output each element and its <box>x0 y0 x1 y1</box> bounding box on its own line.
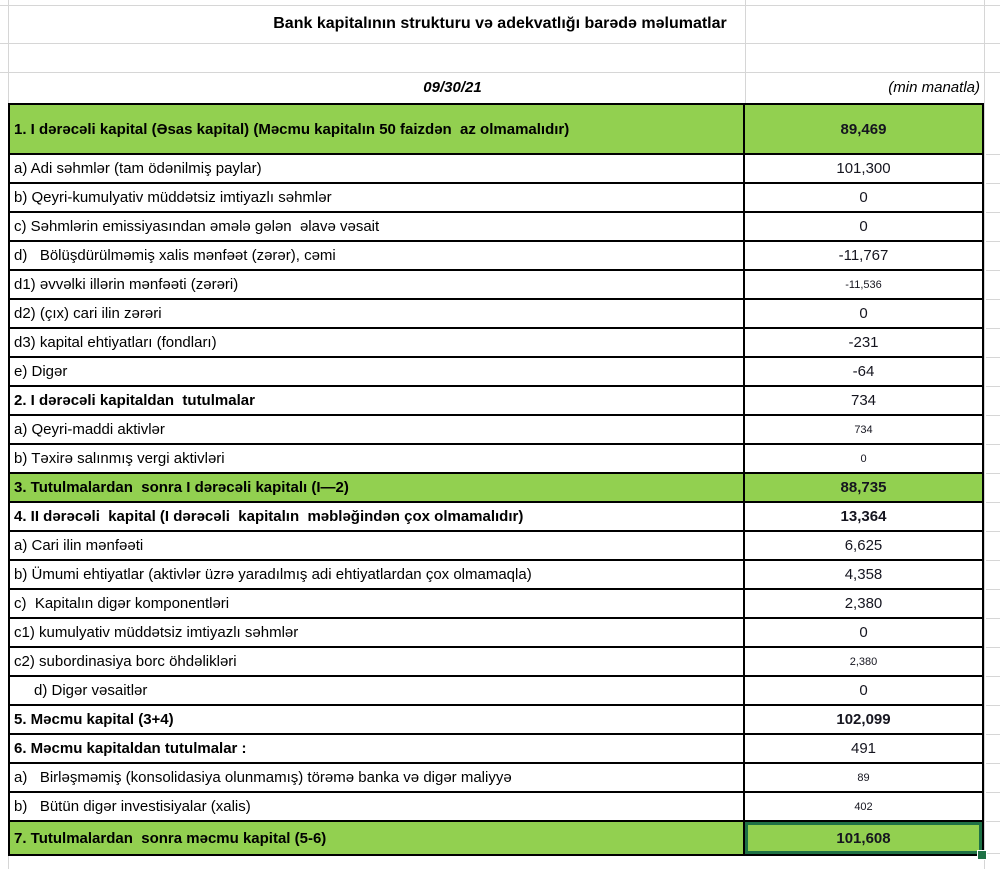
table-row[interactable] <box>10 416 982 445</box>
row-value-cell[interactable]: 13,364 <box>840 508 887 525</box>
row-value-cell[interactable]: 101,300 <box>836 160 891 177</box>
selected-cell[interactable]: 101,608 <box>745 822 982 854</box>
row-label-cell[interactable]: 5. Məcmu kapital (3+4) <box>10 706 745 733</box>
gridline <box>986 531 1000 532</box>
row-value-cell[interactable]: 0 <box>859 218 868 235</box>
gridline <box>986 270 1000 271</box>
row-value-cell[interactable]: -11,536 <box>845 278 882 291</box>
row-value-cell[interactable]: 4,358 <box>844 566 883 583</box>
row-value-cell[interactable]: 2,380 <box>849 655 878 668</box>
gridline <box>986 647 1000 648</box>
row-label-cell[interactable]: d1) əvvəlki illərin mənfəəti (zərəri) <box>10 271 745 298</box>
gridline <box>986 502 1000 503</box>
row-label-cell[interactable]: c1) kumulyativ müddətsiz imtiyazlı səhmlər <box>10 619 745 646</box>
header-row <box>8 72 986 103</box>
row-value-cell[interactable]: 0 <box>859 189 868 206</box>
gridline <box>986 183 1000 184</box>
table-row[interactable] <box>10 793 982 822</box>
row-value-cell[interactable]: 89 <box>857 771 870 784</box>
gridline <box>986 853 1000 854</box>
gridline <box>986 705 1000 706</box>
table-row[interactable] <box>10 445 982 474</box>
table-row[interactable] <box>10 764 982 793</box>
row-label-cell[interactable]: d2) (çıx) cari ilin zərəri <box>10 300 745 327</box>
table-row[interactable] <box>10 503 982 532</box>
table-row[interactable] <box>10 387 982 416</box>
table-row[interactable] <box>10 590 982 619</box>
table-row[interactable] <box>10 619 982 648</box>
row-value-cell[interactable]: 6,625 <box>844 537 883 554</box>
row-value-cell[interactable]: -231 <box>848 334 879 351</box>
row-value-cell[interactable]: -64 <box>852 363 875 380</box>
table-row[interactable] <box>10 822 982 854</box>
gridline <box>986 589 1000 590</box>
capital-structure-table <box>8 103 984 856</box>
gridline <box>986 618 1000 619</box>
table-row[interactable] <box>10 329 982 358</box>
table-row[interactable] <box>10 271 982 300</box>
row-label-cell[interactable]: a) Birləşməmiş (konsolidasiya olunmamış) törəmə banka və digər maliyyə <box>10 764 745 791</box>
row-label-cell[interactable]: a) Cari ilin mənfəəti <box>10 532 745 559</box>
row-label-cell[interactable]: 6. Məcmu kapitaldan tutulmalar : <box>10 735 745 762</box>
gridline <box>0 43 1000 44</box>
row-value-cell[interactable]: 2,380 <box>844 595 883 612</box>
row-label-cell[interactable]: d) Bölüşdürülməmiş xalis mənfəət (zərər), cəmi <box>10 242 745 269</box>
row-label-cell[interactable]: a) Qeyri-maddi aktivlər <box>10 416 745 443</box>
row-label-cell[interactable]: b) Təxirə salınmış vergi aktivləri <box>10 445 745 472</box>
row-value-cell[interactable]: 0 <box>860 452 867 465</box>
row-label-cell[interactable]: e) Digər <box>10 358 745 385</box>
table-row[interactable] <box>10 677 982 706</box>
table-row[interactable] <box>10 213 982 242</box>
row-label-cell[interactable]: b) Ümumi ehtiyatlar (aktivlər üzrə yaradılmış adi ehtiyatlardan çox olmamaqla) <box>10 561 745 588</box>
row-label-cell[interactable]: 3. Tutulmalardan sonra I dərəcəli kapitalı (I—2) <box>10 474 745 501</box>
row-value-cell[interactable]: 88,735 <box>745 474 982 501</box>
gridline <box>986 676 1000 677</box>
report-date-cell[interactable]: 09/30/21 <box>423 79 482 96</box>
table-row[interactable] <box>10 358 982 387</box>
row-label-cell[interactable]: b) Qeyri-kumulyativ müddətsiz imtiyazlı səhmlər <box>10 184 745 211</box>
gridline <box>986 357 1000 358</box>
gridline <box>986 734 1000 735</box>
table-row[interactable] <box>10 184 982 213</box>
unit-note-cell[interactable]: (min manatla) <box>888 79 980 96</box>
row-label-cell[interactable]: c) Səhmlərin emissiyasından əmələ gələn əlavə vəsait <box>10 213 745 240</box>
row-label-cell[interactable]: d) Digər vəsaitlər <box>10 677 745 704</box>
table-row[interactable] <box>10 735 982 764</box>
row-value-cell[interactable]: 0 <box>859 624 868 641</box>
row-label-cell[interactable]: c) Kapitalın digər komponentləri <box>10 590 745 617</box>
row-value-cell[interactable]: 0 <box>859 682 868 699</box>
gridline <box>986 212 1000 213</box>
gridline <box>986 792 1000 793</box>
gridline <box>986 154 1000 155</box>
row-label-cell[interactable]: 2. I dərəcəli kapitaldan tutulmalar <box>10 387 745 414</box>
table-row[interactable] <box>10 532 982 561</box>
table-row[interactable] <box>10 474 982 503</box>
table-row[interactable] <box>10 105 982 155</box>
table-row[interactable] <box>10 242 982 271</box>
row-value-cell[interactable]: 0 <box>859 305 868 322</box>
row-value-cell[interactable]: -11,767 <box>838 247 889 264</box>
table-row[interactable] <box>10 300 982 329</box>
fill-handle[interactable] <box>977 850 987 860</box>
gridline <box>986 415 1000 416</box>
table-row[interactable] <box>10 561 982 590</box>
gridline <box>986 299 1000 300</box>
row-label-cell[interactable]: a) Adi səhmlər (tam ödənilmiş paylar) <box>10 155 745 182</box>
gridline <box>986 241 1000 242</box>
table-row[interactable] <box>10 648 982 677</box>
row-label-cell[interactable]: 1. I dərəcəli kapital (Əsas kapital) (Məcmu kapitalın 50 faizdən az olmamalıdır) <box>10 105 745 153</box>
title-cell[interactable] <box>0 5 1000 43</box>
row-value-cell[interactable]: 491 <box>850 740 877 757</box>
table-row[interactable] <box>10 706 982 735</box>
gridline <box>986 473 1000 474</box>
gridline <box>986 560 1000 561</box>
row-value-cell[interactable]: 402 <box>854 800 873 813</box>
page-title: Bank kapitalının strukturu və adekvatlığı barədə məlumatlar <box>273 15 727 32</box>
row-label-cell[interactable]: 4. II dərəcəli kapital (I dərəcəli kapitalın məbləğindən çox olmamalıdır) <box>10 503 745 530</box>
gridline <box>986 821 1000 822</box>
row-label-cell[interactable]: d3) kapital ehtiyatları (fondları) <box>10 329 745 356</box>
row-value-cell[interactable]: 734 <box>854 423 873 436</box>
gridline <box>984 0 985 869</box>
row-value-cell[interactable]: 102,099 <box>836 711 891 728</box>
gridline <box>986 328 1000 329</box>
gridline <box>986 444 1000 445</box>
gridline <box>986 763 1000 764</box>
row-label-cell[interactable]: c2) subordinasiya borc öhdəlikləri <box>10 648 745 675</box>
row-label-cell[interactable]: 7. Tutulmalardan sonra məcmu kapital (5-6) <box>10 822 745 854</box>
row-label-cell[interactable]: b) Bütün digər investisiyalar (xalis) <box>10 793 745 820</box>
row-value-cell[interactable]: 734 <box>850 392 877 409</box>
table-row[interactable] <box>10 155 982 184</box>
gridline <box>986 386 1000 387</box>
row-value-cell[interactable]: 89,469 <box>745 105 982 153</box>
